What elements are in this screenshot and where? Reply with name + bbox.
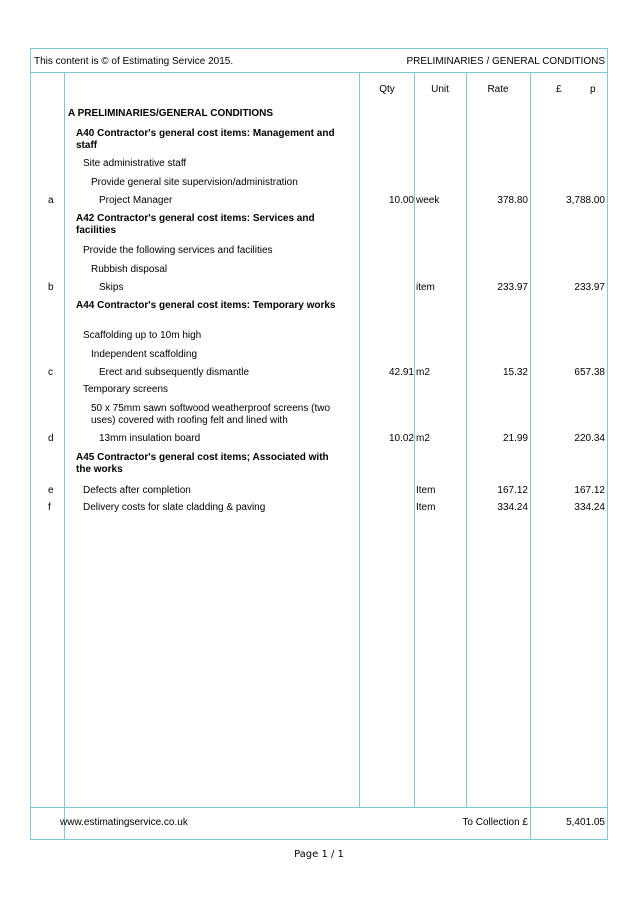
qty-header: Qty [379,84,395,95]
item-ref: a [48,195,54,206]
group-heading: A45 Contractor's general cost items; Associated with the works [76,452,329,475]
item-ref: b [48,282,54,293]
row-description: Independent scaffolding [91,349,198,360]
group-heading: A44 Contractor's general cost items: Temporary works [76,300,336,311]
item-unit: week [416,195,440,206]
group-heading: A40 Contractor's general cost items: Management and staff [76,128,335,151]
row-description: Rubbish disposal [91,264,168,275]
row-description: Delivery costs for slate cladding & paving [83,502,266,513]
rate-header: Rate [487,84,509,95]
item-rate: 334.24 [497,502,528,513]
row-description: Erect and subsequently dismantle [99,367,250,378]
copyright-notice: This content is © of Estimating Service 2015. [34,56,234,67]
row-description: Temporary screens [83,384,169,395]
item-unit: Item [416,485,436,496]
item-ref: f [48,502,51,513]
item-ref: d [48,433,54,444]
item-total: 657.38 [574,367,605,378]
row-description: Scaffolding up to 10m high [83,330,202,341]
item-total: 3,788.00 [566,195,605,206]
row-description: 50 x 75mm sawn softwood weatherproof screens (two uses) covered with roofing felt and lined with [91,403,330,426]
row-description: 13mm insulation board [99,433,201,444]
footer-divider [30,807,608,808]
row-description: Provide the following services and facilities [83,245,273,256]
row-description: Defects after completion [83,485,191,496]
collection-label: To Collection £ [462,817,528,828]
item-rate: 21.99 [502,433,528,444]
item-total: 233.97 [574,282,605,293]
item-unit: Item [416,502,436,513]
item-rate: 167.12 [497,485,528,496]
row-description: Skips [99,282,124,293]
item-total: 167.12 [574,485,605,496]
page-number: Page 1 / 1 [294,849,344,860]
item-qty: 42.91 [388,367,414,378]
item-ref: c [48,367,53,378]
item-qty: 10.00 [388,195,414,206]
item-total: 334.24 [574,502,605,513]
group-heading: A42 Contractor's general cost items: Services and facilities [76,213,315,236]
collection-total: 5,401.05 [566,817,605,828]
unit-header: Unit [431,84,449,95]
item-total: 220.34 [574,433,605,444]
unit-column-line [414,72,415,807]
item-rate: 233.97 [497,282,528,293]
website-link[interactable]: www.estimatingservice.co.uk [60,817,188,828]
item-qty: 10.02 [388,433,414,444]
row-description: Provide general site supervision/administration [91,177,298,188]
item-rate: 15.32 [502,367,528,378]
row-description: Project Manager [99,195,173,206]
item-unit: item [416,282,435,293]
header-divider [30,72,608,73]
ref-column-line [64,72,65,840]
item-unit: m2 [416,367,430,378]
total-column-line [530,72,531,840]
section-title: PRELIMINARIES / GENERAL CONDITIONS [406,56,605,67]
row-description: Site administrative staff [83,158,187,169]
section-heading: A PRELIMINARIES/GENERAL CONDITIONS [68,108,274,119]
pence-header: p [590,84,596,95]
item-unit: m2 [416,433,430,444]
pounds-header: £ [556,84,562,95]
item-ref: e [48,485,54,496]
item-rate: 378.80 [497,195,528,206]
